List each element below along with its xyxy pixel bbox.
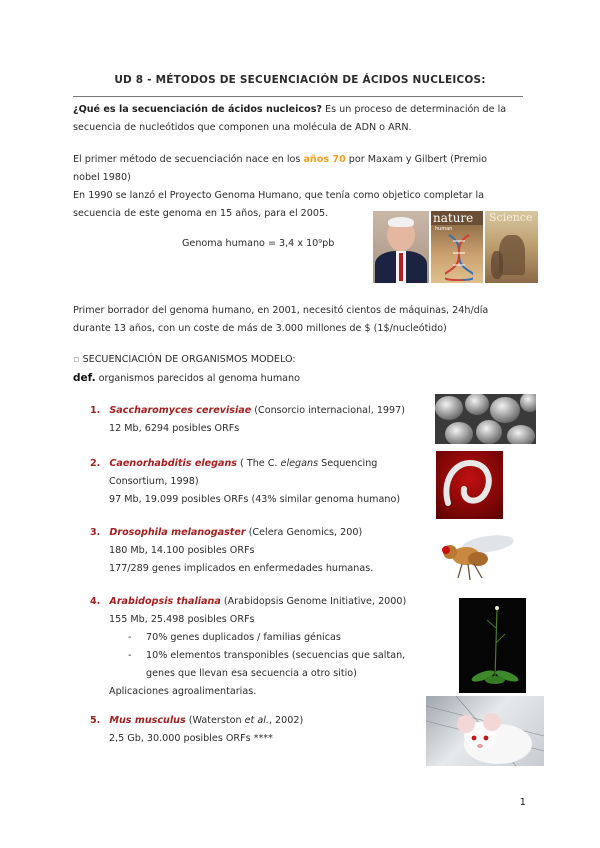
model-item-2 [90, 455, 400, 509]
arabidopsis-photo [459, 598, 526, 693]
item-source-italic: et al. [244, 715, 269, 726]
item-source-b: Sequencing [318, 458, 378, 469]
fly-photo [436, 526, 516, 582]
model-item-3 [90, 524, 373, 578]
def-text: organismos parecidos al genoma humano [95, 373, 300, 384]
item-source-italic: elegans [280, 458, 319, 469]
history-line3: En 1990 se lanzó el Proyecto Genoma Humano, que tenía como objetico completar la [73, 190, 485, 201]
models-heading [73, 351, 296, 369]
intro-answer-2: secuencia de nucleótidos que componen una molécula de ADN o ARN. [73, 122, 412, 133]
model-item-4 [90, 593, 406, 701]
portrait-photo [373, 211, 429, 283]
item-detail: 177/289 genes implicados en enfermedades humanas. [109, 563, 374, 574]
item-number: 4. [90, 596, 101, 607]
worm-icon [436, 451, 503, 519]
species-name: Mus musculus [109, 715, 186, 726]
dna-helix-icon [445, 233, 473, 281]
species-name: Arabidopsis thaliana [109, 596, 221, 607]
item-source-a: (Waterston [185, 715, 245, 726]
item-source-a: ( The C. [237, 458, 281, 469]
page-title: UD 8 - MÉTODOS DE SECUENCIACIÓN DE ÁCIDOS NUCLEICOS: [114, 74, 486, 86]
definition [73, 369, 300, 388]
sub-text: 10% elementos transponibles (secuencias que saltan, [146, 650, 406, 661]
species-name: Caenorhabditis elegans [109, 458, 237, 469]
draft-line1: Primer borrador del genoma humano, en 2001, necesitó cientos de máquinas, 24h/día [73, 305, 489, 316]
yeast-cells-icon [435, 394, 536, 444]
yeast-photo [435, 394, 536, 444]
fruit-fly-icon [436, 526, 516, 582]
plant-icon [459, 598, 526, 693]
science-title: Science [489, 211, 533, 224]
item-source: (Arabidopsis Genome Initiative, 2000) [220, 596, 407, 607]
genome-size: Genoma humano = 3,4 x 10⁹pb [182, 238, 335, 249]
item-source: (Consorcio internacional, 1997) [251, 405, 405, 416]
model-item-1 [90, 402, 405, 438]
draft-line2: durante 13 años, con un coste de más de 3.000 millones de $ (1$/nucleótido) [73, 323, 447, 334]
history-highlight: años 70 [303, 154, 346, 165]
item-sub-1: - 70% genes duplicados / familias génicas [128, 632, 341, 643]
item-number: 1. [90, 405, 101, 416]
model-item-5 [90, 712, 303, 748]
def-label: def. [73, 372, 96, 384]
sub-text: 70% genes duplicados / familias génicas [146, 632, 341, 643]
item-source: (Celera Genomics, 200) [245, 527, 363, 538]
models-heading-text: SECUENCIACIÓN DE ORGANISMOS MODELO: [82, 354, 296, 365]
item-detail: 12 Mb, 6294 posibles ORFs [109, 423, 240, 434]
page-number: 1 [519, 797, 526, 808]
nature-subtitle: human [435, 226, 453, 232]
item-detail: Aplicaciones agroalimentarias. [109, 686, 257, 697]
worm-photo [436, 451, 503, 519]
item-detail: 155 Mb, 25.498 posibles ORFs [109, 614, 255, 625]
title-underline [73, 96, 523, 97]
intro-answer-1: Es un proceso de determinación de la [321, 104, 507, 115]
history-line1-b: por Maxam y Gilbert (Premio [345, 154, 487, 165]
history-line2: nobel 1980) [73, 172, 131, 183]
nature-cover [431, 211, 483, 283]
item-source-b: , 2002) [268, 715, 304, 726]
intro-question: ¿Qué es la secuenciación de ácidos nucleicos? [73, 104, 322, 115]
item-sub-2b: genes que llevan esa secuencia a otro sitio) [146, 668, 357, 679]
item-detail: Consortium, 1998) [109, 476, 199, 487]
bullet-icon: ▫ [73, 354, 80, 365]
intro-paragraph [73, 101, 533, 137]
history-line1-a: El primer método de secuenciación nace en los [73, 154, 304, 165]
item-detail: 2,5 Gb, 30.000 posibles ORFs **** [109, 733, 273, 744]
nature-title: nature [433, 211, 474, 225]
item-number: 5. [90, 715, 101, 726]
science-cover [485, 211, 538, 283]
item-sub-2: - 10% elementos transponibles (secuencias que saltan, [128, 650, 406, 661]
history-line4: secuencia de este genoma en 15 años, para el 2005. [73, 208, 329, 219]
item-number: 3. [90, 527, 101, 538]
species-name: Saccharomyces cerevisiae [109, 405, 252, 416]
species-name: Drosophila melanogaster [109, 527, 246, 538]
mouse-icon [426, 696, 544, 766]
item-number: 2. [90, 458, 101, 469]
mouse-photo [426, 696, 544, 766]
item-detail: 97 Mb, 19.099 posibles ORFs (43% similar genoma humano) [109, 494, 401, 505]
draft-paragraph [73, 302, 543, 338]
item-detail: 180 Mb, 14.100 posibles ORFs [109, 545, 255, 556]
